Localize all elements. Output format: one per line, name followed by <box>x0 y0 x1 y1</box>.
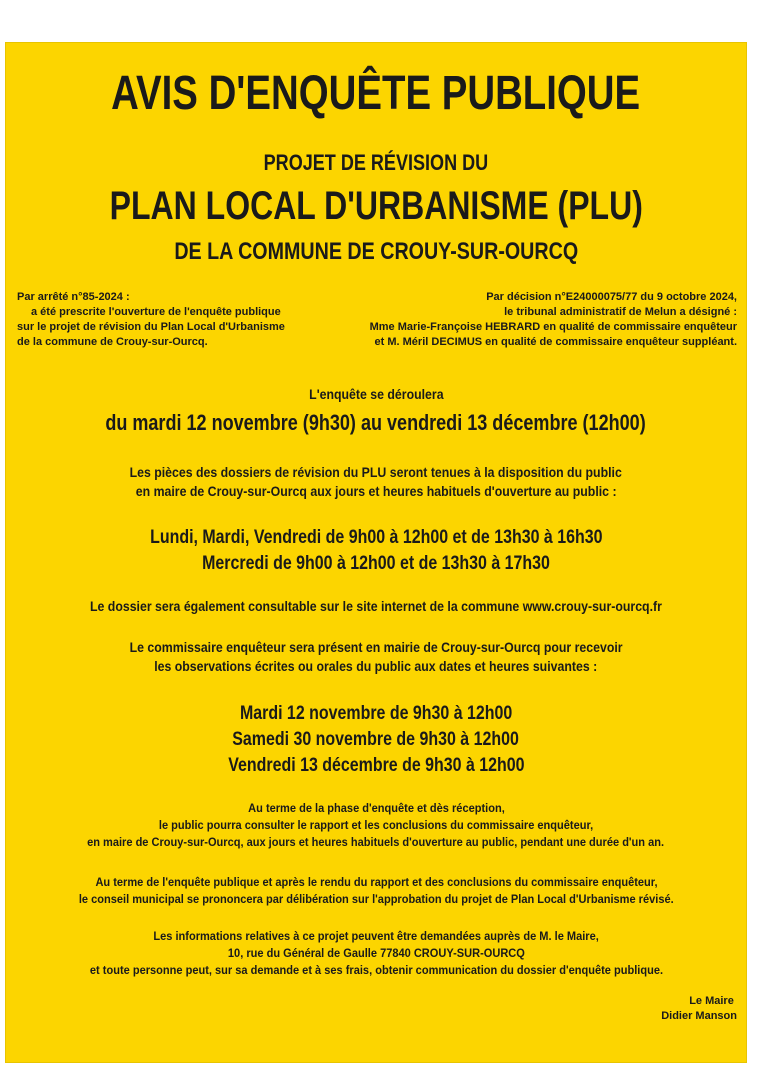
permanence-line-2: Samedi 30 novembre de 9h30 à 12h00 <box>232 729 520 750</box>
commissaire-line-2: les observations écrites ou orales du public aux dates et heures suivantes : <box>154 658 598 674</box>
rapport-line-2: le public pourra consulter le rapport et les conclusions du commissaire enquêteur, <box>158 818 594 832</box>
opening-hours-line-2: Mercredi de 9h00 à 12h00 et de 13h30 à 17h30 <box>202 553 550 574</box>
project-line-2-text: PLAN LOCAL D'URBANISME (PLU) <box>109 184 643 228</box>
arrete-line-2: a été prescrite l'ouverture de l'enquête publique <box>31 306 281 318</box>
permanences-block <box>5 701 747 779</box>
rapport-line-3: en maire de Crouy-sur-Ourcq, aux jours et heures habituels d'ouverture au public, pendant une durée d'un an. <box>87 835 665 849</box>
notice-poster <box>5 42 747 1063</box>
opening-hours-block <box>5 525 747 577</box>
enquete-intro <box>5 385 747 404</box>
arrete-line-4: de la commune de Crouy-sur-Ourcq. <box>17 336 208 348</box>
signature-role: Le Maire <box>689 995 734 1007</box>
pieces-block <box>5 463 747 501</box>
conseil-line-2: le conseil municipal se prononcera par délibération sur l'approbation du projet de Plan Local d'Urbanisme révisé. <box>78 892 674 906</box>
conseil-line-1: Au terme de l'enquête publique et après le rendu du rapport et des conclusions du commissaire enquêteur, <box>94 875 658 889</box>
rapport-line-1: Au terme de la phase d'enquête et dès réception, <box>247 801 505 815</box>
opening-hours-line-1: Lundi, Mardi, Vendredi de 9h00 à 12h00 et de 13h30 à 16h30 <box>149 527 603 548</box>
decision-line-3: Mme Marie-Françoise HEBRARD en qualité de commissaire enquêteur <box>369 321 737 333</box>
website-text: Le dossier sera également consultable sur le site internet de la commune www.crouy-sur-ourcq.fr <box>90 598 662 614</box>
notice-title <box>5 66 747 121</box>
pieces-line-1: Les pièces des dossiers de révision du PLU seront tenues à la disposition du public <box>129 464 623 480</box>
enquete-dates <box>5 409 747 437</box>
informations-block <box>5 928 747 979</box>
project-line-3-text: DE LA COMMUNE DE CROUY-SUR-OURCQ <box>174 238 578 265</box>
notice-title-text: AVIS D'ENQUÊTE PUBLIQUE <box>111 67 641 120</box>
permanence-line-1: Mardi 12 novembre de 9h30 à 12h00 <box>239 703 513 724</box>
project-line-1 <box>5 150 747 176</box>
permanence-line-3: Vendredi 13 décembre de 9h30 à 12h00 <box>227 755 525 776</box>
signature-name: Didier Manson <box>661 1010 737 1022</box>
decision-block <box>337 290 737 350</box>
rapport-block <box>5 800 747 851</box>
signature-block <box>661 994 737 1024</box>
informations-line-2: 10, rue du Général de Gaulle 77840 CROUY-SUR-OURCQ <box>227 946 525 960</box>
enquete-intro-text: L'enquête se déroulera <box>308 386 444 402</box>
commissaire-block <box>5 638 747 676</box>
pieces-line-2: en maire de Crouy-sur-Ourcq aux jours et heures habituels d'ouverture au public : <box>135 483 617 499</box>
decision-line-4: et M. Méril DECIMUS en qualité de commissaire enquêteur suppléant. <box>374 336 737 348</box>
project-line-3 <box>5 238 747 266</box>
enquete-dates-text: du mardi 12 novembre (9h30) au vendredi 13 décembre (12h00) <box>105 410 647 435</box>
arrete-line-3: sur le projet de révision du Plan Local d'Urbanisme <box>17 321 285 333</box>
informations-line-1: Les informations relatives à ce projet peuvent être demandées auprès de M. le Maire, <box>153 929 599 943</box>
decision-line-1: Par décision n°E24000075/77 du 9 octobre 2024, <box>486 291 737 303</box>
project-line-1-text: PROJET DE RÉVISION DU <box>263 150 489 175</box>
project-line-2 <box>5 184 747 229</box>
website-line <box>5 597 747 616</box>
conseil-block <box>5 874 747 908</box>
commissaire-line-1: Le commissaire enquêteur sera présent en mairie de Crouy-sur-Ourcq pour recevoir <box>129 639 623 655</box>
arrete-block <box>17 290 347 350</box>
arrete-line-1: Par arrêté n°85-2024 : <box>17 291 130 303</box>
decision-line-2: le tribunal administratif de Melun a désigné : <box>504 306 737 318</box>
informations-line-3: et toute personne peut, sur sa demande et à ses frais, obtenir communication du dossier d'enquête publique. <box>89 963 663 977</box>
